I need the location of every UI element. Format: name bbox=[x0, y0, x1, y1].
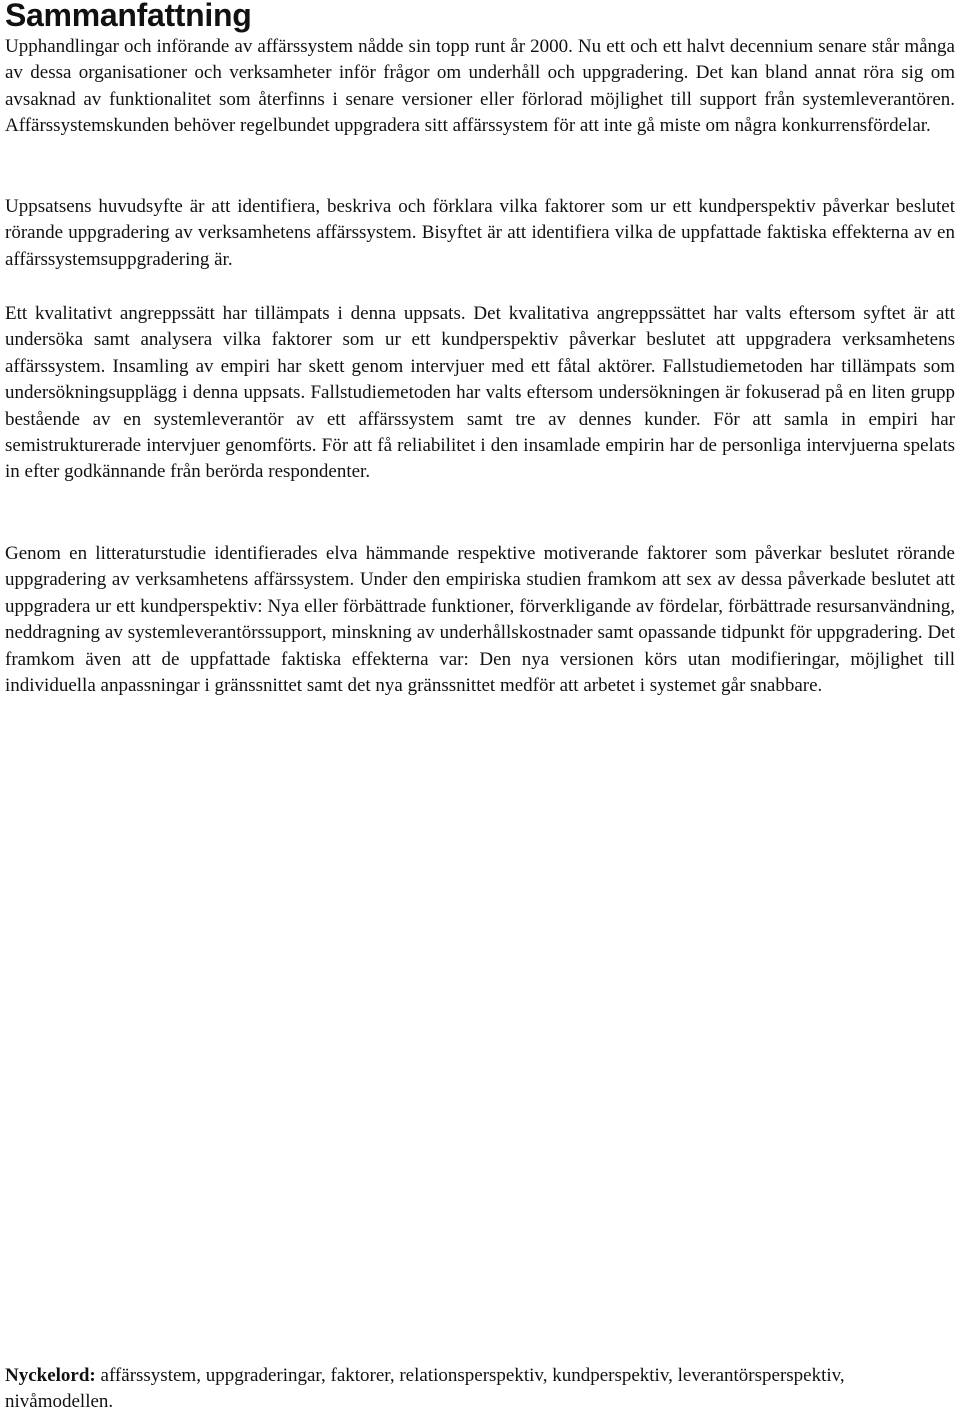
paragraph-background: Upphandlingar och införande av affärssystem nådde sin topp runt år 2000. Nu ett och ett halvt decennium senare står många av dessa organisationer och verksamheter inför frågor om underhåll och uppgradering. Det kan bland annat röra sig om avsaknad av funktionalitet som återfinns i senare versioner eller förlorad möjlighet till support från systemleverantören. Affärssystemskunden behöver regelbundet uppgradera sitt affärssystem för att inte gå miste om några konkurrensfördelar. bbox=[5, 36, 955, 137]
page-title: Sammanfattning bbox=[5, 0, 252, 33]
keywords-text: affärssystem, uppgraderingar, faktorer, relationsperspektiv, kundperspektiv, leverantörsperspektiv, nivåmodellen. bbox=[5, 1365, 845, 1413]
keywords-label: Nyckelord: bbox=[5, 1365, 96, 1386]
paragraph-purpose: Uppsatsens huvudsyfte är att identifiera, beskriva och förklara vilka faktorer som ur ett kundperspektiv påverkar beslutet rörande uppgradering av verksamhetens affärssystem. Bisyftet är att identifiera vilka de uppfattade faktiska effekterna av en affärssystemsuppgradering är. bbox=[5, 196, 955, 270]
paragraph-method: Ett kvalitativt angreppssätt har tillämpats i denna uppsats. Det kvalitativa angreppssättet har valts eftersom syftet är att undersöka samt analysera vilka faktorer som ur ett kundperspektiv påverkar beslutet att uppgradera verksamhetens affärssystem. Insamling av empiri har skett genom intervjuer med ett fåtal aktörer. Fallstudiemetoden har tillämpats som undersökningsupplägg i denna uppsats. Fallstudiemetoden har valts eftersom undersökningen är fokuserad på en liten grupp bestående av en systemleverantör av ett affärssystem samt tre av dennes kunder. För att samla in empiri har semistrukturerade intervjuer genomförts. För att få reliabilitet i den insamlade empirin har de personliga intervjuerna spelats in efter godkännande från berörda respondenter. bbox=[5, 303, 955, 483]
paragraph-results: Genom en litteraturstudie identifierades elva hämmande respektive motiverande faktorer som påverkar beslutet rörande uppgradering av verksamhetens affärssystem. Under den empiriska studien framkom att sex av dessa påverkade beslutet att uppgradera ur ett kundperspektiv: Nya eller förbättrade funktioner, förverkligande av fördelar, förbättrade resursanvändning, neddragning av systemleverantörssupport, minskning av underhållskostnader samt opassande tidpunkt för uppgradering. Det framkom även att de uppfattade faktiska effekterna var: Den nya versionen körs utan modifieringar, möjlighet till individuella anpassningar i gränssnittet samt det nya gränssnittet medför att arbetet i systemet går snabbare. bbox=[5, 543, 955, 697]
keywords bbox=[5, 1363, 955, 1416]
